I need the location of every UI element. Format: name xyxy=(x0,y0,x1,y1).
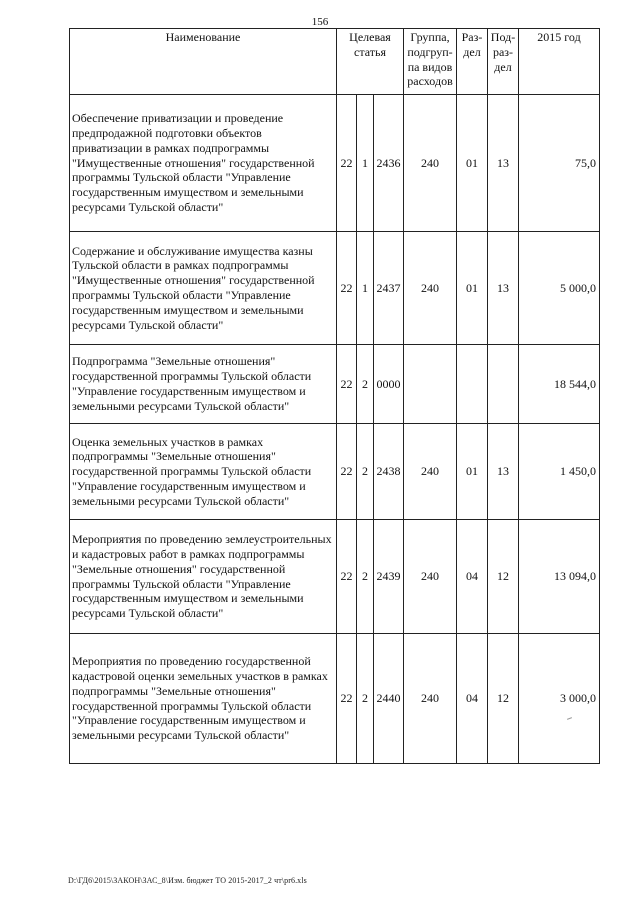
row-subsection: 13 xyxy=(488,95,519,232)
row-name: Мероприятия по проведению государственной кадастровой оценки земельных участков в рамках подпрограммы "Земельные отношения" государственной программы Тульской области "Управление государственным имуществом и земельными ресурсами Тульской области" xyxy=(70,634,337,764)
row-group xyxy=(404,345,457,424)
table-row xyxy=(70,424,600,520)
row-group: 240 xyxy=(404,95,457,232)
budget-table xyxy=(69,28,600,764)
row-subprogram: 2 xyxy=(357,520,374,634)
header-target: Целевая статья xyxy=(337,29,404,95)
row-amount: 75,0 xyxy=(519,95,600,232)
row-group: 240 xyxy=(404,520,457,634)
file-path-footer: D:\ГД6\2015\ЗАКОН\ЗАС_8\Изм. бюджет ТО 2015-2017_2 чт\pr6.xls xyxy=(68,876,307,885)
row-program: 22 xyxy=(337,424,357,520)
table-row xyxy=(70,95,600,232)
row-amount: 5 000,0 xyxy=(519,232,600,345)
row-section: 04 xyxy=(457,634,488,764)
row-section: 01 xyxy=(457,424,488,520)
header-section: Раз-дел xyxy=(457,29,488,95)
row-name: Обеспечение приватизации и проведение предпродажной подготовки объектов приватизации в рамках подпрограммы "Имущественные отношения" государственной программы Тульской области "Управление государственным имуществом и земельными ресурсами Тульской области" xyxy=(70,95,337,232)
row-subprogram: 1 xyxy=(357,232,374,345)
row-section: 01 xyxy=(457,95,488,232)
row-code: 2437 xyxy=(374,232,404,345)
row-program: 22 xyxy=(337,232,357,345)
row-amount: 3 000,0 xyxy=(519,634,600,764)
row-program: 22 xyxy=(337,95,357,232)
row-name: Оценка земельных участков в рамках подпрограммы "Земельные отношения" государственной программы Тульской области "Управление государственным имуществом и земельными ресурсами Тульской области" xyxy=(70,424,337,520)
row-section: 04 xyxy=(457,520,488,634)
header-group: Группа, подгруп-па видов расходов xyxy=(404,29,457,95)
row-subsection: 12 xyxy=(488,634,519,764)
row-code: 2439 xyxy=(374,520,404,634)
row-group: 240 xyxy=(404,424,457,520)
row-code: 2438 xyxy=(374,424,404,520)
row-subsection: 12 xyxy=(488,520,519,634)
row-code: 2440 xyxy=(374,634,404,764)
row-amount: 1 450,0 xyxy=(519,424,600,520)
row-name: Подпрограмма "Земельные отношения" государственной программы Тульской области "Управление государственным имуществом и земельными ресурсами Тульской области" xyxy=(70,345,337,424)
page-number: 156 xyxy=(311,16,329,28)
header-year: 2015 год xyxy=(519,29,600,95)
table-row xyxy=(70,345,600,424)
table-row xyxy=(70,520,600,634)
row-subprogram: 2 xyxy=(357,424,374,520)
header-name: Наименование xyxy=(70,29,337,95)
row-amount: 13 094,0 xyxy=(519,520,600,634)
row-subprogram: 1 xyxy=(357,95,374,232)
row-code: 2436 xyxy=(374,95,404,232)
row-group: 240 xyxy=(404,232,457,345)
table-row xyxy=(70,232,600,345)
row-name: Мероприятия по проведению землеустроительных и кадастровых работ в рамках подпрограммы "Земельные отношения" государственной программы Тульской области "Управление государственным имуществом и земельными ресурсами Тульской области" xyxy=(70,520,337,634)
header-row xyxy=(70,29,600,95)
row-subprogram: 2 xyxy=(357,345,374,424)
header-subsection: Под-раз-дел xyxy=(488,29,519,95)
row-amount: 18 544,0 xyxy=(519,345,600,424)
row-program: 22 xyxy=(337,634,357,764)
row-subsection: 13 xyxy=(488,232,519,345)
table-row xyxy=(70,634,600,764)
row-subprogram: 2 xyxy=(357,634,374,764)
row-name: Содержание и обслуживание имущества казны Тульской области в рамках подпрограммы "Имущественные отношения" государственной программы Тульской области "Управление государственным имуществом и земельными ресурсами Тульской области" xyxy=(70,232,337,345)
row-section xyxy=(457,345,488,424)
row-program: 22 xyxy=(337,345,357,424)
row-section: 01 xyxy=(457,232,488,345)
row-subsection xyxy=(488,345,519,424)
row-code: 0000 xyxy=(374,345,404,424)
row-program: 22 xyxy=(337,520,357,634)
row-subsection: 13 xyxy=(488,424,519,520)
row-group: 240 xyxy=(404,634,457,764)
